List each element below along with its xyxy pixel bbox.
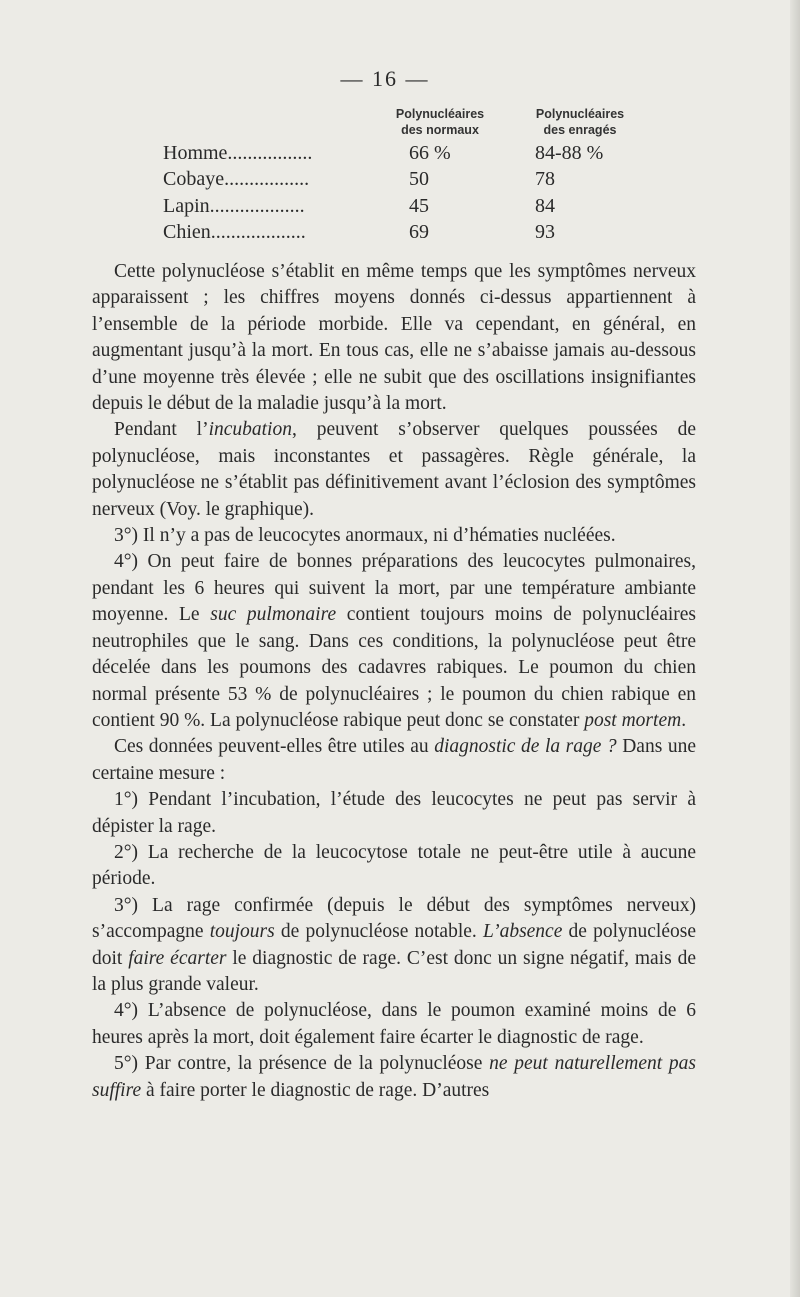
paragraph-point-3: 3°) Il n’y a pas de leucocytes anormaux, ni d’hématies nucléées. — [114, 525, 616, 547]
page-edge-shadow — [790, 0, 800, 1297]
species-label: Lapin................... — [163, 195, 305, 217]
value-enrage: 84 — [535, 195, 555, 217]
column-header-normal-line2: des normaux — [401, 123, 479, 137]
column-header-normal — [380, 106, 500, 138]
species-label: Chien................... — [163, 221, 306, 243]
species-label: Cobaye................. — [163, 168, 310, 190]
value-enrage: 93 — [535, 221, 555, 243]
value-normal: 69 — [409, 221, 429, 243]
value-normal: 66 % — [409, 142, 451, 164]
paragraph-conclusion-5: 5°) Par contre, la présence de la polynucléose ne peut naturellement pas suffire à faire porter le diagnostic de rage. D’autres — [92, 1053, 696, 1101]
paragraph-conclusion-4: 4°) L’absence de polynucléose, dans le poumon examiné moins de 6 heures après la mort, doit également faire écarter le diagnostic de rage. — [92, 1000, 696, 1048]
column-header-normal-line1: Polynucléaires — [395, 107, 485, 121]
paragraph-point-4: 4°) On peut faire de bonnes préparations des leucocytes pulmonaires, pendant les 6 heures qui suivent la mort, par une température ambiante moyenne. Le suc pulmonaire contient toujours moins de polynucléaires neutrophiles que le sang. Dans ces conditions, la polynucléose peut être décelée dans les poumons des cadavres rabiques. Le poumon du chien normal présente 53 % de polynucléaires ; le poumon du chien rabique en contient 90 %. La polynucléose rabique peut donc se constater post mortem. — [92, 551, 696, 731]
paragraph-incubation: Pendant l’incubation, peuvent s’observer quelques poussées de polynucléose, mais inconstantes et passagères. Règle générale, la polynucléose ne s’établit pas définitivement avant l’éclosion des symptômes nerveux (Voy. le graphique). — [92, 419, 696, 520]
body-text — [92, 259, 696, 1104]
paragraph-conclusion-2: 2°) La recherche de la leucocytose totale ne peut-être utile à aucune période. — [92, 841, 696, 890]
column-header-enrage-line2: des enragés — [543, 123, 617, 137]
value-normal: 50 — [409, 168, 429, 190]
value-normal: 45 — [409, 195, 429, 217]
value-enrage: 78 — [535, 168, 555, 190]
paragraph-diagnostic-question: Ces données peuvent-elles être utiles au diagnostic de la rage ? Dans une certaine mesure : — [92, 736, 696, 784]
column-header-enrage — [510, 106, 650, 138]
paragraph-polynucleose-onset: Cette polynucléose s’établit en même temps que les symptômes nerveux apparaissent ; les chiffres moyens donnés ci-dessus appartiennent à l’ensemble de la période morbide. Elle va cependant, en général, en augmentant jusqu’à la mort. En tous cas, elle ne s’abaisse jamais au-dessous d’une moyenne très élevée ; elle ne subit que des oscillations insignifiantes depuis le début de la maladie jusqu’à la mort. — [92, 261, 696, 415]
paragraph-conclusion-3: 3°) La rage confirmée (depuis le début des symptômes nerveux) s’accompagne toujours de polynucléose notable. L’absence de polynucléose doit faire écarter le diagnostic de rage. C’est donc un signe négatif, mais de la plus grande valeur. — [92, 894, 696, 995]
species-label: Homme................. — [163, 142, 313, 164]
paragraph-conclusion-1: 1°) Pendant l’incubation, l’étude des leucocytes ne peut pas servir à dépister la rage. — [92, 789, 696, 837]
page-number: — 16 — — [340, 66, 430, 91]
column-header-enrage-line1: Polynucléaires — [535, 107, 625, 121]
value-enrage: 84-88 % — [535, 142, 604, 164]
